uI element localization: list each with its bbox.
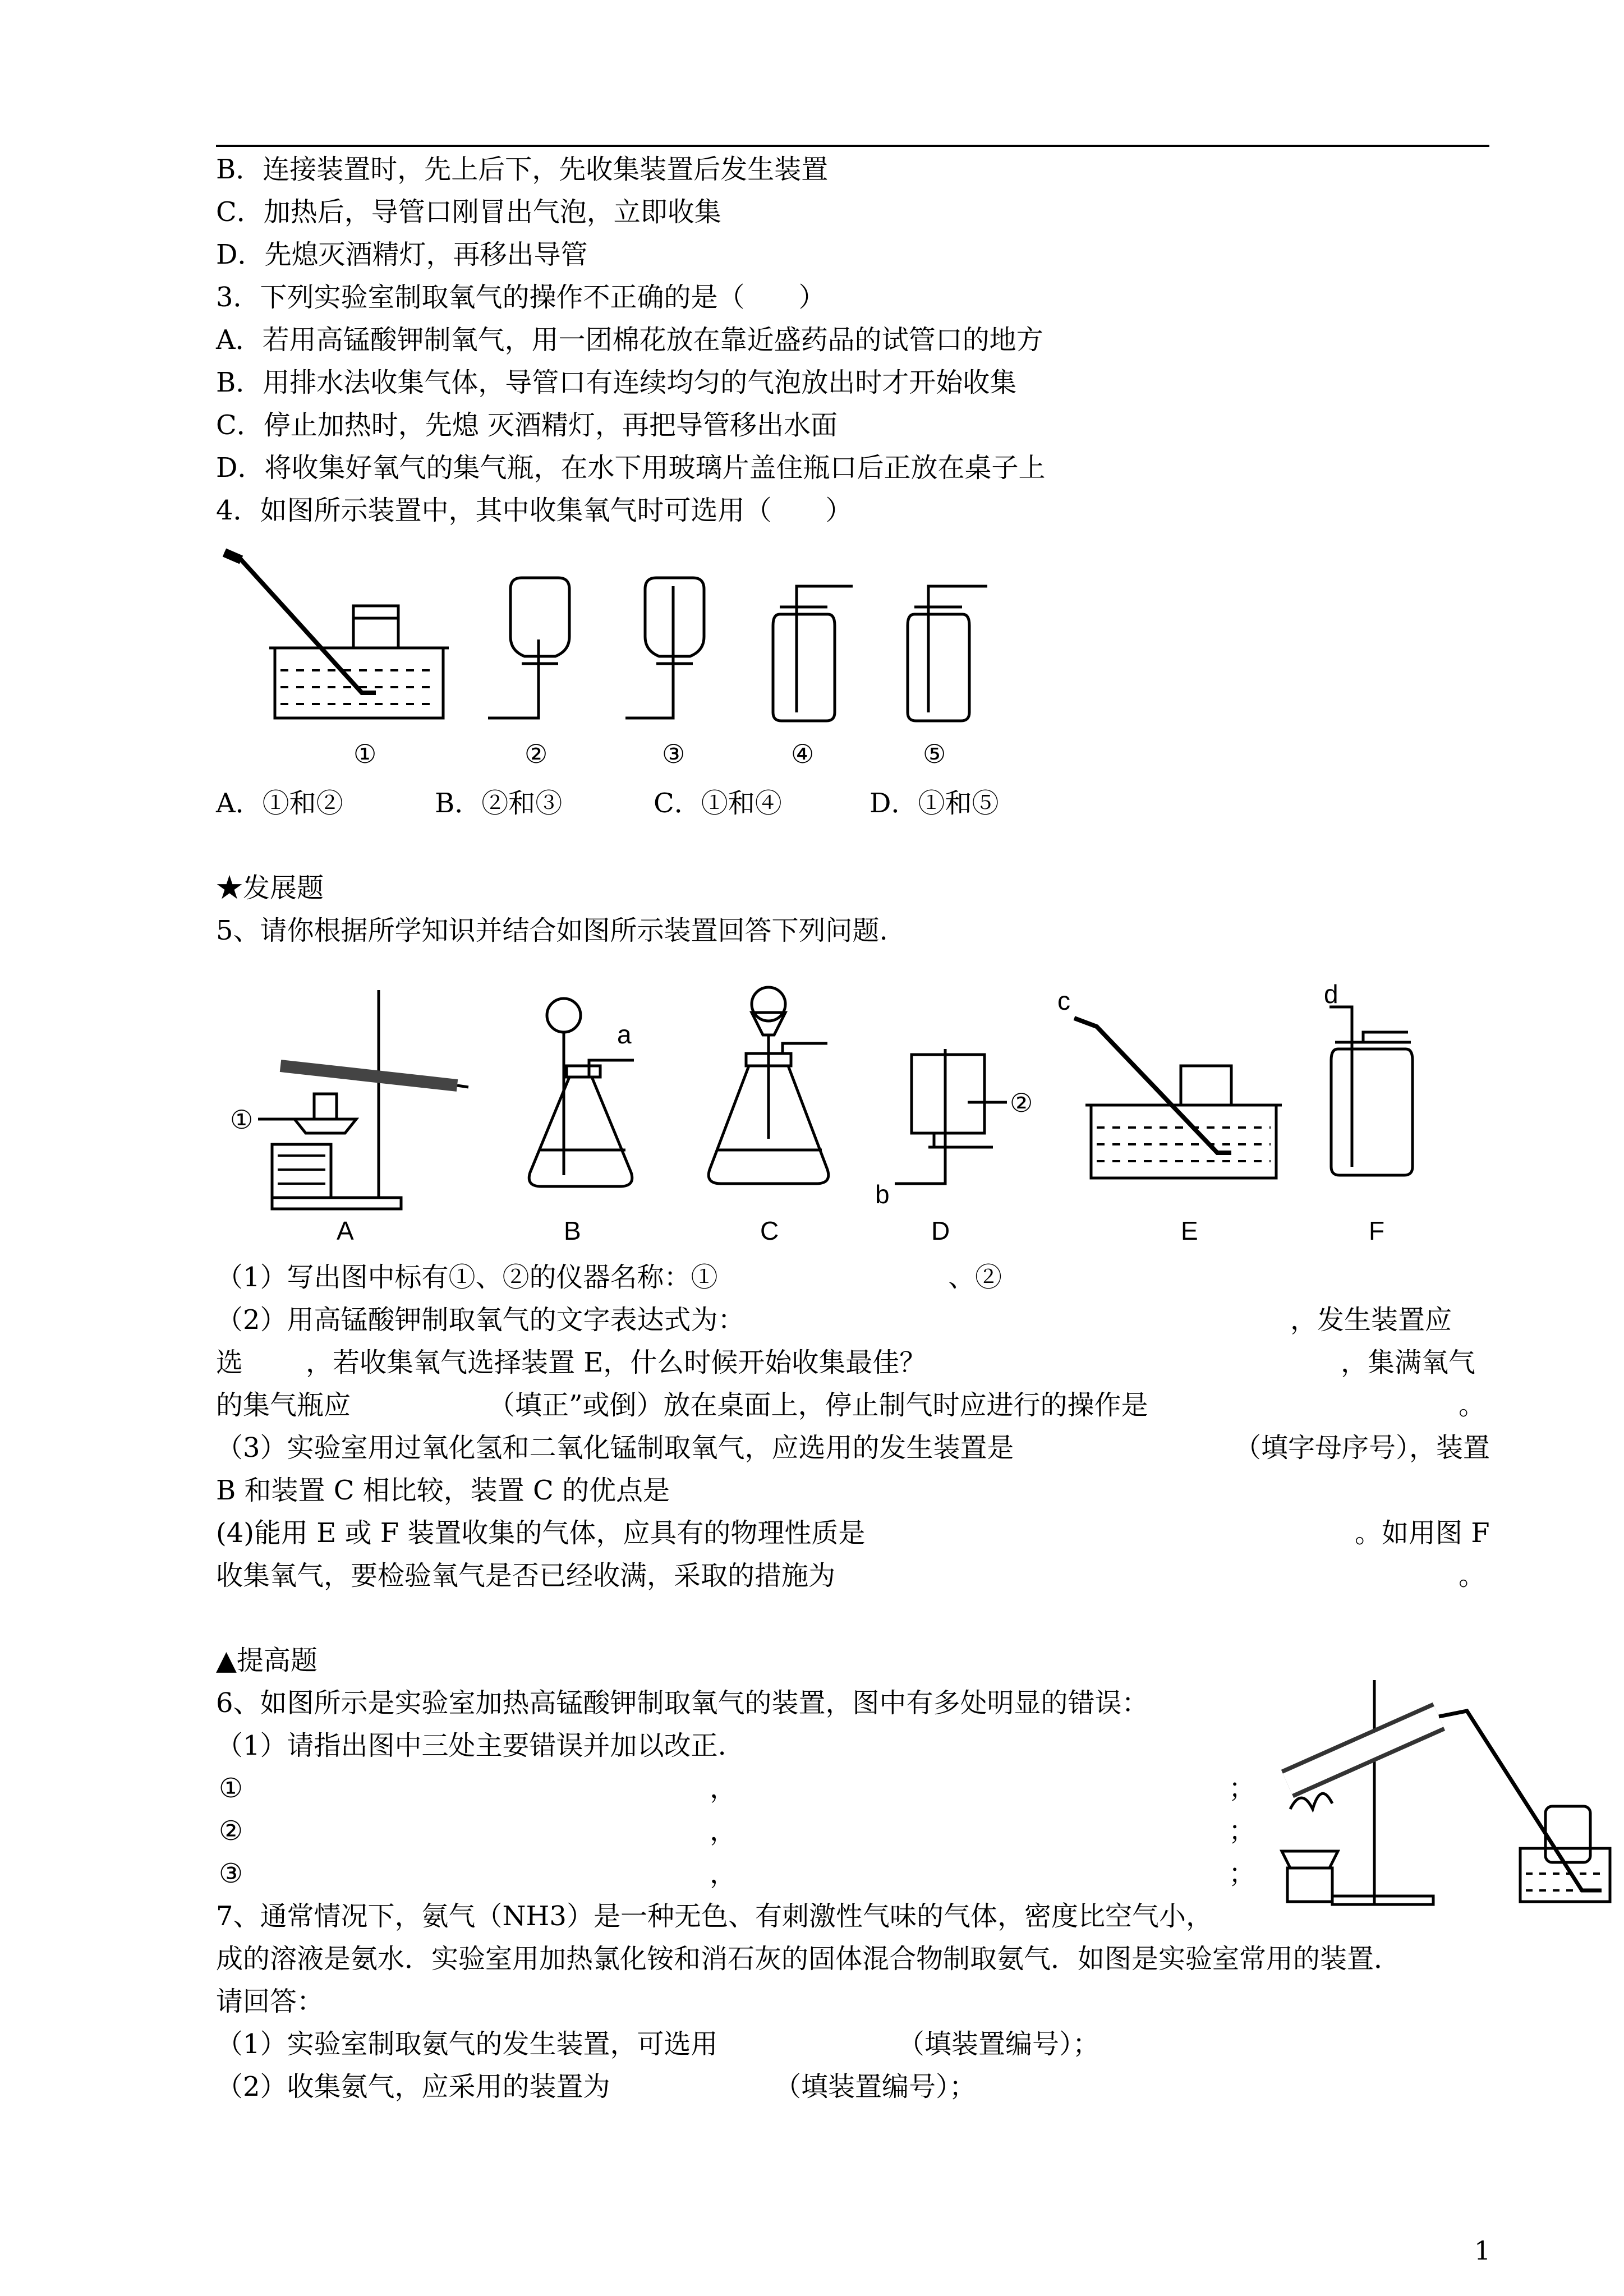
q7-2-suffix: （填装置编号）； [774,2071,977,2102]
q6-answer-2-comma: ， [710,1815,737,1847]
q2-option-b: B．连接装置时，先上后下，先收集装置后发生装置 [216,154,829,185]
q3-option-d: D．将收集好氧气的集气瓶，在水下用玻璃片盖住瓶口后正放在桌子上 [216,452,1046,484]
q5-2-place: 的集气瓶应 [216,1389,351,1421]
q4-device-2 [488,578,569,718]
q4-label-1: ① [353,739,377,769]
q3-stem: 3．下列实验室制取氧气的操作不正确的是（ ） [216,282,826,313]
q7-1-suffix: （填装置编号）； [898,2028,1100,2060]
q5-label-d: D [931,1216,950,1245]
q5-2-select: 选 [216,1347,243,1378]
q3-option-b: B．用排水法收集气体，导管口有连续均匀的气泡放出时才开始收集 [216,367,1017,398]
q5-apparatus-d [895,1049,1007,1184]
q5-3-compare: B 和装置 C 相比较，装置 C 的优点是 [216,1475,670,1506]
q5-3-suffix: （填字母序号），装置 [1234,1432,1490,1464]
q6-answer-2-marker: ② [219,1815,243,1847]
q4-stem: 4．如图所示装置中，其中收集氧气时可选用（ ） [216,495,853,526]
q4-label-3: ③ [662,739,686,769]
q4-device-3 [625,578,704,718]
q5-2-collect: ，若收集氧气选择装置 E，什么时候开始收集最佳？ [306,1347,927,1378]
q6-1-prompt: （1）请指出图中三处主要错误并加以改正. [216,1730,726,1761]
q5-stem: 5、请你根据所学知识并结合如图所示装置回答下列问题. [216,915,888,946]
q3-option-a: A．若用高锰酸钾制氧气，用一团棉花放在靠近盛药品的试管口的地方 [216,324,1043,356]
q7-line-3: 请回答： [216,1986,324,2017]
q6-answer-2-semi: ； [1229,1815,1256,1847]
q5-marker-2: ② [1010,1088,1033,1117]
q6-answer-1-marker: ① [219,1773,243,1804]
q5-apparatus-e [1074,1018,1282,1178]
q5-1-prompt: （1）写出图中标有①、②的仪器名称：① [216,1262,718,1293]
q5-label-c-port: c [1057,986,1070,1015]
q7-2-prompt: （2）收集氨气，应采用的装置为 [216,2071,610,2102]
q5-label-a-port: a [617,1020,632,1049]
q5-figure [216,979,1478,1245]
q5-marker-1: ① [230,1105,254,1134]
q3-option-c: C．停止加热时，先熄 灭酒精灯，再把导管移出水面 [216,409,838,441]
q5-4-check: 收集氧气，要检验氧气是否已经收满，采取的措施为 [216,1560,836,1591]
q5-3-prompt: （3）实验室用过氧化氢和二氧化锰制取氧气，应选用的发生装置是 [216,1432,1014,1464]
q6-figure [1254,1674,1613,1910]
q5-apparatus-a [258,990,468,1209]
q6-answer-3-comma: ， [710,1858,737,1889]
q5-label-b-port: b [875,1180,890,1209]
q2-option-c: C．加热后，导管口刚冒出气泡，立即收集 [216,196,721,228]
q5-apparatus-c [709,987,829,1184]
dev-heading: ★发展题 [216,872,324,904]
q5-1-prompt-2: 、② [948,1262,1002,1293]
q5-label-d-port: d [1324,979,1338,1009]
q4-option-d: D．①和⑤ [869,788,999,819]
adv-heading: ▲提高题 [216,1645,318,1676]
q5-label-e: E [1181,1216,1198,1245]
q2-option-d: D．先熄灭酒精灯，再移出导管 [216,239,588,270]
q5-apparatus-f [1329,1007,1413,1175]
q5-2-full: ，集满氧气 [1341,1347,1476,1378]
q4-label-4: ④ [791,739,815,769]
q7-1-prompt: （1）实验室制取氨气的发生装置，可选用 [216,2028,718,2060]
q5-label-a: A [337,1216,354,1245]
q5-2-device: ，发生装置应 [1290,1304,1452,1336]
q6-answer-1-comma: ， [710,1773,737,1804]
q5-2-end: 。 [1459,1389,1486,1421]
q4-option-a: A．①和② [216,788,343,819]
q5-label-f: F [1369,1216,1385,1245]
q6-answer-3-marker: ③ [219,1858,243,1889]
q7-line-2: 成的溶液是氨水．实验室用加热氯化铵和消石灰的固体混合物制取氨气．如图是实验室常用的装置． [216,1943,1401,1975]
q6-answer-1-semi: ； [1229,1773,1256,1804]
q4-device-1 [224,553,449,718]
q5-4-suffix: 。如用图 F [1355,1517,1490,1549]
q4-device-5 [908,586,987,721]
q5-label-c: C [760,1216,779,1245]
q5-4-prompt: (4)能用 E 或 F 装置收集的气体，应具有的物理性质是 [216,1517,866,1549]
q6-stem: 6、如图所示是实验室加热高锰酸钾制取氧气的装置，图中有多处明显的错误： [216,1687,1149,1719]
q6-answer-3-semi: ； [1229,1858,1256,1889]
header-rule [216,145,1489,147]
q4-label-5: ⑤ [923,739,946,769]
q4-label-2: ② [525,739,548,769]
q4-device-4 [773,586,853,721]
q5-2-stop: （填正”或倒）放在桌面上，停止制气时应进行的操作是 [488,1389,1148,1421]
q5-4-end: 。 [1459,1560,1486,1591]
q7-line-1: 7、通常情况下，氨气（NH3）是一种无色、有刺激性气味的气体，密度比空气小， [216,1901,1213,1932]
q5-label-b: B [564,1216,581,1245]
q4-figure [219,544,1015,780]
q4-option-b: B．②和③ [435,788,563,819]
q4-option-c: C．①和④ [654,788,782,819]
page-number: 1 [1474,2235,1491,2266]
q5-2-prompt: （2）用高锰酸钾制取氧气的文字表达式为： [216,1304,745,1336]
